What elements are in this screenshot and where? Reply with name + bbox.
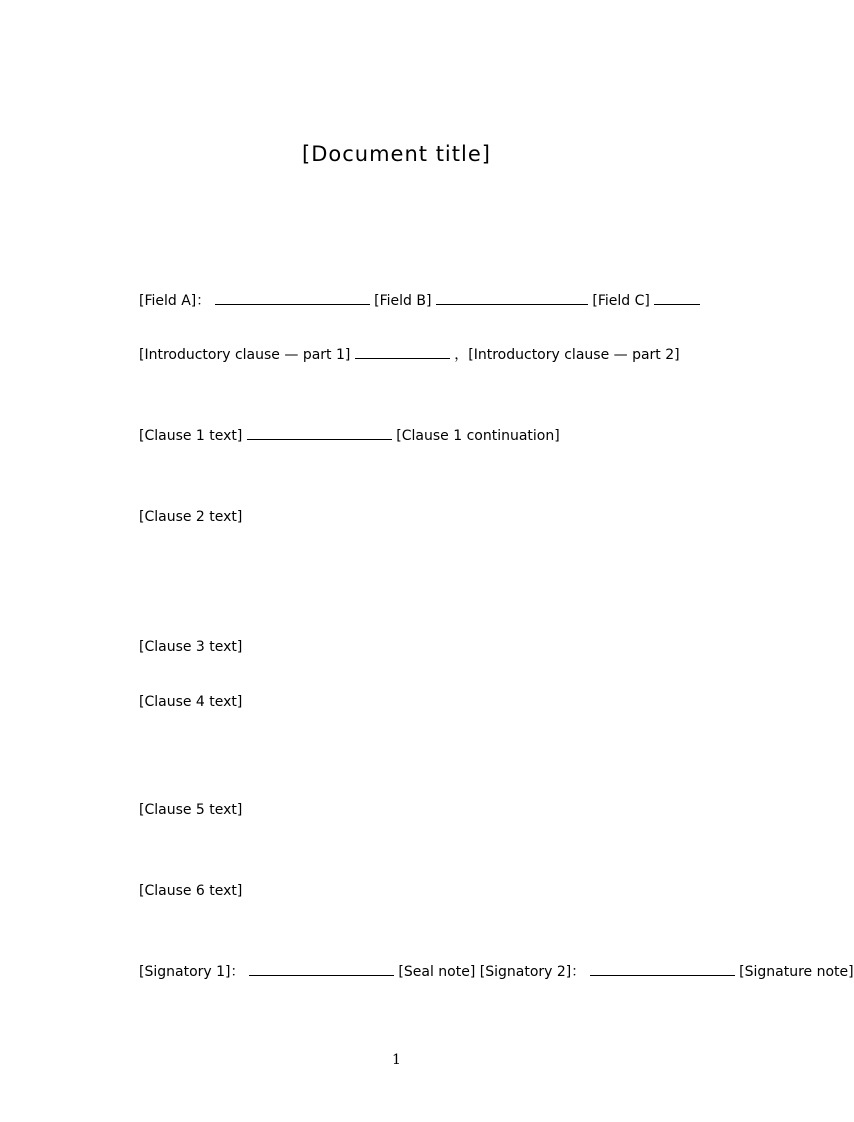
signature-label: [Signature note]: [739, 964, 854, 980]
page-number: 1: [392, 1052, 401, 1068]
blank-field[interactable]: [215, 287, 370, 305]
signature-line: [103, 958, 854, 986]
seal-label: [Seal note]: [398, 964, 476, 980]
clause-4: [Clause 4 text]: [139, 694, 243, 710]
intro-part-2: ，[Introductory clause — part 2]: [454, 347, 680, 363]
header-part-1: [Field A]：: [139, 293, 211, 309]
clause-6: [Clause 6 text]: [139, 883, 243, 899]
clause-5: [Clause 5 text]: [139, 802, 243, 818]
intro-part-1: [Introductory clause — part 1]: [139, 347, 351, 363]
representative-blank[interactable]: [590, 958, 735, 976]
intro-paragraph: [103, 341, 699, 369]
document-title: [Document title]: [302, 142, 491, 166]
clause-1: [103, 422, 699, 450]
clause-1-text: [Clause 1 text]: [139, 428, 243, 444]
blank-field[interactable]: [247, 422, 392, 440]
clause-1-tail: [Clause 1 continuation]: [396, 428, 560, 444]
guarantor-blank[interactable]: [249, 958, 394, 976]
guarantor-label: [Signatory 1]：: [139, 964, 245, 980]
clause-3: [Clause 3 text]: [139, 639, 243, 655]
blank-field[interactable]: [654, 287, 700, 305]
blank-field[interactable]: [355, 341, 450, 359]
header-part-3: [Field C]: [592, 293, 650, 309]
representative-label: [Signatory 2]：: [479, 964, 586, 980]
header-part-2: [Field B]: [374, 293, 432, 309]
blank-field[interactable]: [436, 287, 588, 305]
header-line: [103, 287, 699, 315]
clause-2: [Clause 2 text]: [139, 509, 243, 525]
